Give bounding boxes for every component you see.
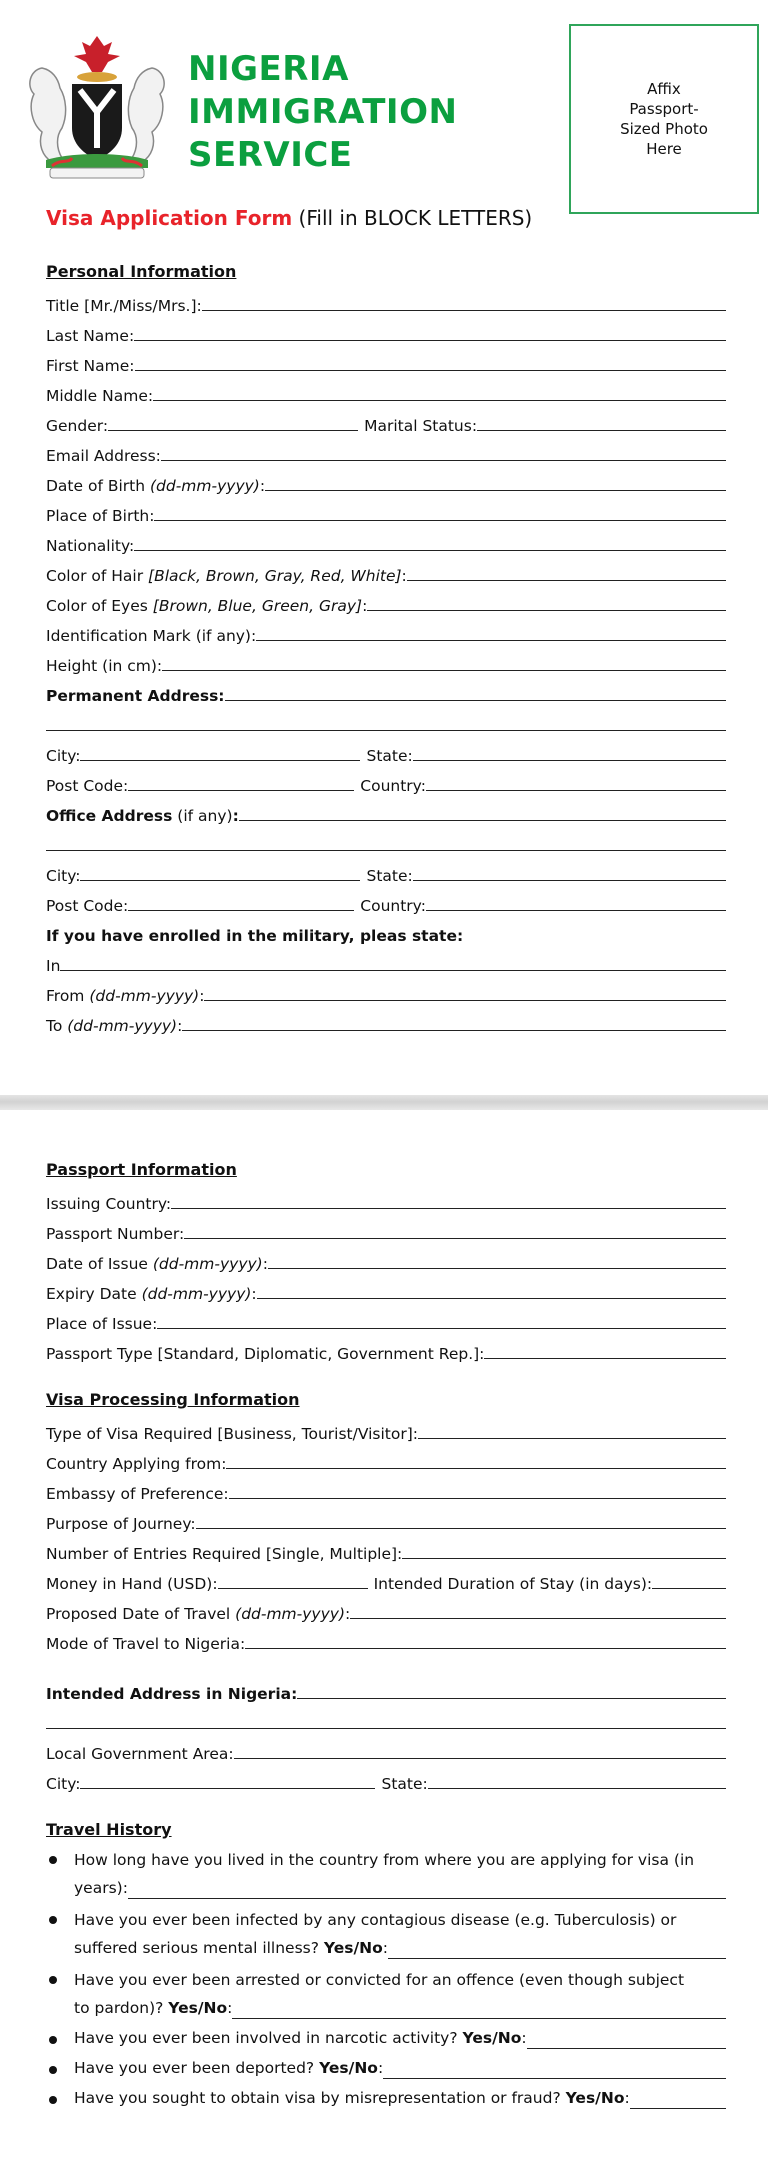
field-visa-type [46, 1415, 726, 1445]
label-lga: Local Government Area: [46, 1745, 234, 1763]
input-line-travel-q6[interactable] [630, 2108, 726, 2109]
label-issue-date-format: (dd-mm-yyyy) [152, 1255, 263, 1273]
label-first-name: First Name: [46, 357, 135, 375]
form-title [46, 206, 532, 230]
input-line-email[interactable] [161, 460, 726, 461]
field-identification-mark [46, 617, 726, 647]
label-military-from-format: (dd-mm-yyyy) [89, 987, 200, 1005]
input-line-expiry-date[interactable] [257, 1298, 726, 1299]
field-hair-color [46, 557, 726, 587]
input-line-place-of-issue[interactable] [157, 1328, 726, 1329]
label-last-name: Last Name: [46, 327, 135, 345]
field-intended-address-line-2 [46, 1705, 726, 1735]
label-issuing-country: Issuing Country: [46, 1195, 172, 1213]
label-issue-date-text: Date of Issue [46, 1255, 153, 1273]
travel-q2-text-2: suffered serious mental illness? [74, 1939, 324, 1957]
input-line-travel-q5[interactable] [383, 2078, 726, 2079]
input-line-office-state[interactable] [413, 880, 726, 881]
travel-question-1 [46, 1845, 726, 1905]
input-line-permanent-address-2[interactable] [46, 730, 726, 731]
input-line-issuing-country[interactable] [171, 1208, 726, 1209]
org-name-line-3: SERVICE [188, 135, 353, 175]
field-military-to [46, 1007, 726, 1037]
field-dob [46, 467, 726, 497]
label-marital-status: Marital Status: [364, 417, 478, 435]
photo-text-line-1: Affix [647, 80, 681, 98]
input-line-gender[interactable] [108, 430, 358, 431]
field-perm-postcode-country [46, 767, 726, 797]
field-place-of-issue [46, 1305, 726, 1335]
label-dob: Date of Birth (dd-mm-yyyy): [46, 477, 266, 495]
input-line-issue-date[interactable] [268, 1268, 726, 1269]
label-military-in: In [46, 957, 61, 975]
input-line-nationality[interactable] [134, 550, 726, 551]
label-place-of-issue: Place of Issue: [46, 1315, 158, 1333]
military-heading [46, 917, 726, 947]
field-place-of-birth [46, 497, 726, 527]
label-travel-mode: Mode of Travel to Nigeria: [46, 1635, 246, 1653]
label-travel-date-format: (dd-mm-yyyy) [235, 1605, 345, 1623]
field-military-from [46, 977, 726, 1007]
label-purpose: Purpose of Journey: [46, 1515, 196, 1533]
field-last-name [46, 317, 726, 347]
input-line-first-name[interactable] [135, 370, 727, 371]
organization-name [188, 48, 457, 177]
org-name-line-2: IMMIGRATION [188, 92, 458, 132]
input-line-travel-q2[interactable] [388, 1958, 726, 1959]
field-travel-mode [46, 1625, 726, 1655]
photo-box-text [609, 79, 719, 159]
section-heading-travel: Travel History [46, 1820, 172, 1839]
label-office-if-any: (if any) [172, 807, 233, 825]
label-military-to: To (dd-mm-yyyy): [46, 1017, 183, 1035]
label-height: Height (in cm): [46, 657, 163, 675]
field-office-address-line-2 [46, 827, 726, 857]
photo-text-line-2: Passport- [629, 100, 699, 118]
field-eye-color [46, 587, 726, 617]
yes-label: Yes [319, 2059, 349, 2077]
field-travel-date [46, 1595, 726, 1625]
travel-q3-text-2: to pardon)? [74, 1999, 169, 2017]
travel-q1-text: How long have you lived in the country from where you are applying for visa (in [74, 1851, 695, 1869]
input-line-embassy[interactable] [229, 1498, 726, 1499]
label-office-city: City: [46, 867, 81, 885]
yes-label: Yes [565, 2089, 596, 2107]
field-intended-city-state [46, 1765, 726, 1795]
input-line-place-of-birth[interactable] [154, 520, 726, 521]
input-line-travel-q1[interactable] [128, 1898, 726, 1899]
label-hair-options: [Black, Brown, Gray, Red, White] [148, 567, 402, 585]
input-line-country-applying[interactable] [226, 1468, 726, 1469]
label-money: Money in Hand (USD): [46, 1575, 218, 1593]
input-line-perm-post-code[interactable] [128, 790, 354, 791]
label-intended-city: City: [46, 1775, 81, 1793]
input-line-travel-q4[interactable] [527, 2048, 726, 2049]
form-page-2 [0, 1110, 768, 2160]
input-line-perm-state[interactable] [413, 760, 726, 761]
label-office-country: Country: [360, 897, 426, 915]
input-line-money[interactable] [218, 1588, 368, 1589]
photo-text-line-4: Here [646, 140, 682, 158]
input-line-intended-city[interactable] [80, 1788, 375, 1789]
field-expiry-date [46, 1275, 726, 1305]
label-intended-state: State: [381, 1775, 428, 1793]
label-eyes-text: Color of Eyes [46, 597, 153, 615]
input-line-duration[interactable] [652, 1588, 726, 1589]
label-perm-state: State: [366, 747, 413, 765]
label-travel-date-text: Proposed Date of Travel [46, 1605, 236, 1623]
input-line-military-to[interactable] [182, 1030, 726, 1031]
field-office-address [46, 797, 726, 827]
travel-question-3: Have you ever been arrested or convicted for an offence (even though subject to pardon)? Yes/No: [46, 1965, 726, 2025]
field-permanent-address-line-2 [46, 707, 726, 737]
form-title-note: (Fill in BLOCK LETTERS) [292, 206, 533, 230]
no-label: No [354, 2059, 378, 2077]
input-line-lga[interactable] [234, 1758, 726, 1759]
label-office-state: State: [366, 867, 413, 885]
field-lga [46, 1735, 726, 1765]
field-military-in [46, 947, 726, 977]
field-first-name [46, 347, 726, 377]
no-label: No [600, 2089, 625, 2107]
label-dob-text: Date of Birth [46, 477, 150, 495]
label-passport-number: Passport Number: [46, 1225, 185, 1243]
field-office-city-state [46, 857, 726, 887]
label-office-post-code: Post Code: [46, 897, 129, 915]
label-military-to-format: (dd-mm-yyyy) [67, 1017, 178, 1035]
no-label: No [359, 1939, 383, 1957]
label-email: Email Address: [46, 447, 161, 465]
label-identification-mark: Identification Mark (if any): [46, 627, 257, 645]
input-line-identification-mark[interactable] [256, 640, 726, 641]
label-perm-country: Country: [360, 777, 426, 795]
page-2-content [46, 1155, 726, 2115]
input-line-passport-type[interactable] [484, 1358, 726, 1359]
yes-label: Yes [323, 1939, 354, 1957]
yes-label: Yes [168, 1999, 198, 2017]
input-line-perm-city[interactable] [80, 760, 360, 761]
label-duration: Intended Duration of Stay (in days): [373, 1575, 653, 1593]
input-line-intended-address[interactable] [297, 1698, 726, 1699]
input-line-travel-q3[interactable] [232, 2018, 726, 2019]
label-eyes-options: [Brown, Blue, Green, Gray] [152, 597, 363, 615]
input-line-permanent-address[interactable] [225, 700, 726, 701]
input-line-intended-address-2[interactable] [46, 1728, 726, 1729]
label-passport-type: Passport Type [Standard, Diplomatic, Government Rep.]: [46, 1345, 485, 1363]
travel-q4-text: Have you ever been involved in narcotic activity? [74, 2029, 463, 2047]
travel-q5-text: Have you ever been deported? [74, 2059, 320, 2077]
label-hair-text: Color of Hair [46, 567, 149, 585]
label-perm-post-code: Post Code: [46, 777, 129, 795]
coat-of-arms-emblem [12, 28, 182, 183]
section-heading-personal: Personal Information [46, 262, 237, 281]
org-name-line-1: NIGERIA [188, 49, 349, 89]
input-line-visa-type[interactable] [418, 1438, 726, 1439]
field-country-applying [46, 1445, 726, 1475]
label-entries: Number of Entries Required [Single, Multiple]: [46, 1545, 403, 1563]
field-issuing-country [46, 1185, 726, 1215]
label-intended-address: Intended Address in Nigeria: [46, 1685, 298, 1703]
label-office-address: Office Address (if any): [46, 807, 239, 825]
label-dob-format: (dd-mm-yyyy) [149, 477, 260, 495]
travel-q2-text: Have you ever been infected by any contagious disease (e.g. Tuberculosis) or [74, 1911, 677, 1929]
label-nationality: Nationality: [46, 537, 135, 555]
label-expiry-date-format: (dd-mm-yyyy) [141, 1285, 252, 1303]
no-label: No [497, 2029, 522, 2047]
input-line-title[interactable] [202, 310, 726, 311]
travel-question-4: Have you ever been involved in narcotic activity? Yes/No: [46, 2025, 726, 2055]
yes-label: Yes [462, 2029, 493, 2047]
input-line-travel-mode[interactable] [245, 1648, 726, 1649]
personal-information-section [46, 257, 726, 1037]
field-entries [46, 1535, 726, 1565]
input-line-height[interactable] [162, 670, 726, 671]
input-line-military-in[interactable] [60, 970, 726, 971]
input-line-hair-color[interactable] [407, 580, 726, 581]
field-nationality [46, 527, 726, 557]
input-line-office-address[interactable] [239, 820, 726, 821]
label-middle-name: Middle Name: [46, 387, 154, 405]
travel-question-6: Have you sought to obtain visa by misrepresentation or fraud? Yes/No: [46, 2085, 726, 2115]
input-line-middle-name[interactable] [153, 400, 726, 401]
field-email [46, 437, 726, 467]
input-line-eye-color[interactable] [367, 610, 726, 611]
label-expiry-date-text: Expiry Date [46, 1285, 142, 1303]
travel-q6-text: Have you sought to obtain visa by misrepresentation or fraud? [74, 2089, 566, 2107]
label-embassy: Embassy of Preference: [46, 1485, 229, 1503]
label-perm-city: City: [46, 747, 81, 765]
input-line-passport-number[interactable] [184, 1238, 726, 1239]
input-line-military-from[interactable] [204, 1000, 726, 1001]
field-embassy [46, 1475, 726, 1505]
input-line-office-address-2[interactable] [46, 850, 726, 851]
label-visa-type: Type of Visa Required [Business, Tourist/Visitor]: [46, 1425, 418, 1443]
field-perm-city-state [46, 737, 726, 767]
field-passport-type [46, 1335, 726, 1365]
field-purpose [46, 1505, 726, 1535]
input-line-office-post-code[interactable] [128, 910, 354, 911]
label-country-applying: Country Applying from: [46, 1455, 227, 1473]
label-title: Title [Mr./Miss/Mrs.]: [46, 297, 202, 315]
page-break [0, 1095, 768, 1110]
field-office-postcode-country [46, 887, 726, 917]
input-line-dob[interactable] [265, 490, 726, 491]
travel-q1-text-2: years): [74, 1879, 128, 1897]
label-military-from: From (dd-mm-yyyy): [46, 987, 205, 1005]
label-eye-color: Color of Eyes [Brown, Blue, Green, Gray]: [46, 597, 368, 615]
input-line-travel-date[interactable] [350, 1618, 726, 1619]
input-line-last-name[interactable] [134, 340, 726, 341]
input-line-marital-status[interactable] [477, 430, 726, 431]
field-middle-name [46, 377, 726, 407]
label-military-from-text: From [46, 987, 90, 1005]
label-permanent-address: Permanent Address: [46, 687, 225, 705]
label-expiry-date: Expiry Date (dd-mm-yyyy): [46, 1285, 257, 1303]
input-line-office-country[interactable] [426, 910, 726, 911]
field-money-duration [46, 1565, 726, 1595]
label-gender: Gender: [46, 417, 109, 435]
input-line-office-city[interactable] [80, 880, 360, 881]
no-label: No [203, 1999, 228, 2017]
field-issue-date [46, 1245, 726, 1275]
input-line-entries[interactable] [402, 1558, 726, 1559]
travel-question-5: Have you ever been deported? Yes/No: [46, 2055, 726, 2085]
field-title [46, 287, 726, 317]
field-intended-address [46, 1675, 726, 1705]
input-line-intended-state[interactable] [428, 1788, 726, 1789]
field-height [46, 647, 726, 677]
label-issue-date: Date of Issue (dd-mm-yyyy): [46, 1255, 268, 1273]
form-title-main: Visa Application Form [46, 206, 293, 230]
input-line-purpose[interactable] [196, 1528, 726, 1529]
label-place-of-birth: Place of Birth: [46, 507, 155, 525]
section-heading-visa: Visa Processing Information [46, 1390, 300, 1409]
label-military-to-text: To [46, 1017, 68, 1035]
label-hair-color: Color of Hair [Black, Brown, Gray, Red, White]: [46, 567, 407, 585]
label-travel-date: Proposed Date of Travel (dd-mm-yyyy): [46, 1605, 351, 1623]
travel-question-2: Have you ever been infected by any contagious disease (e.g. Tuberculosis) or suffered serious mental illness? Yes/No: [46, 1905, 726, 1965]
section-heading-passport: Passport Information [46, 1160, 237, 1179]
label-military: If you have enrolled in the military, pleas state: [46, 927, 464, 945]
input-line-perm-country[interactable] [426, 790, 726, 791]
passport-photo-box[interactable] [569, 24, 759, 214]
field-permanent-address [46, 677, 726, 707]
field-passport-number [46, 1215, 726, 1245]
field-gender-marital [46, 407, 726, 437]
photo-text-line-3: Sized Photo [620, 120, 708, 138]
travel-q3-text: Have you ever been arrested or convicted for an offence (even though subject [74, 1971, 685, 1989]
label-office-address-text: Office Address [46, 807, 173, 825]
